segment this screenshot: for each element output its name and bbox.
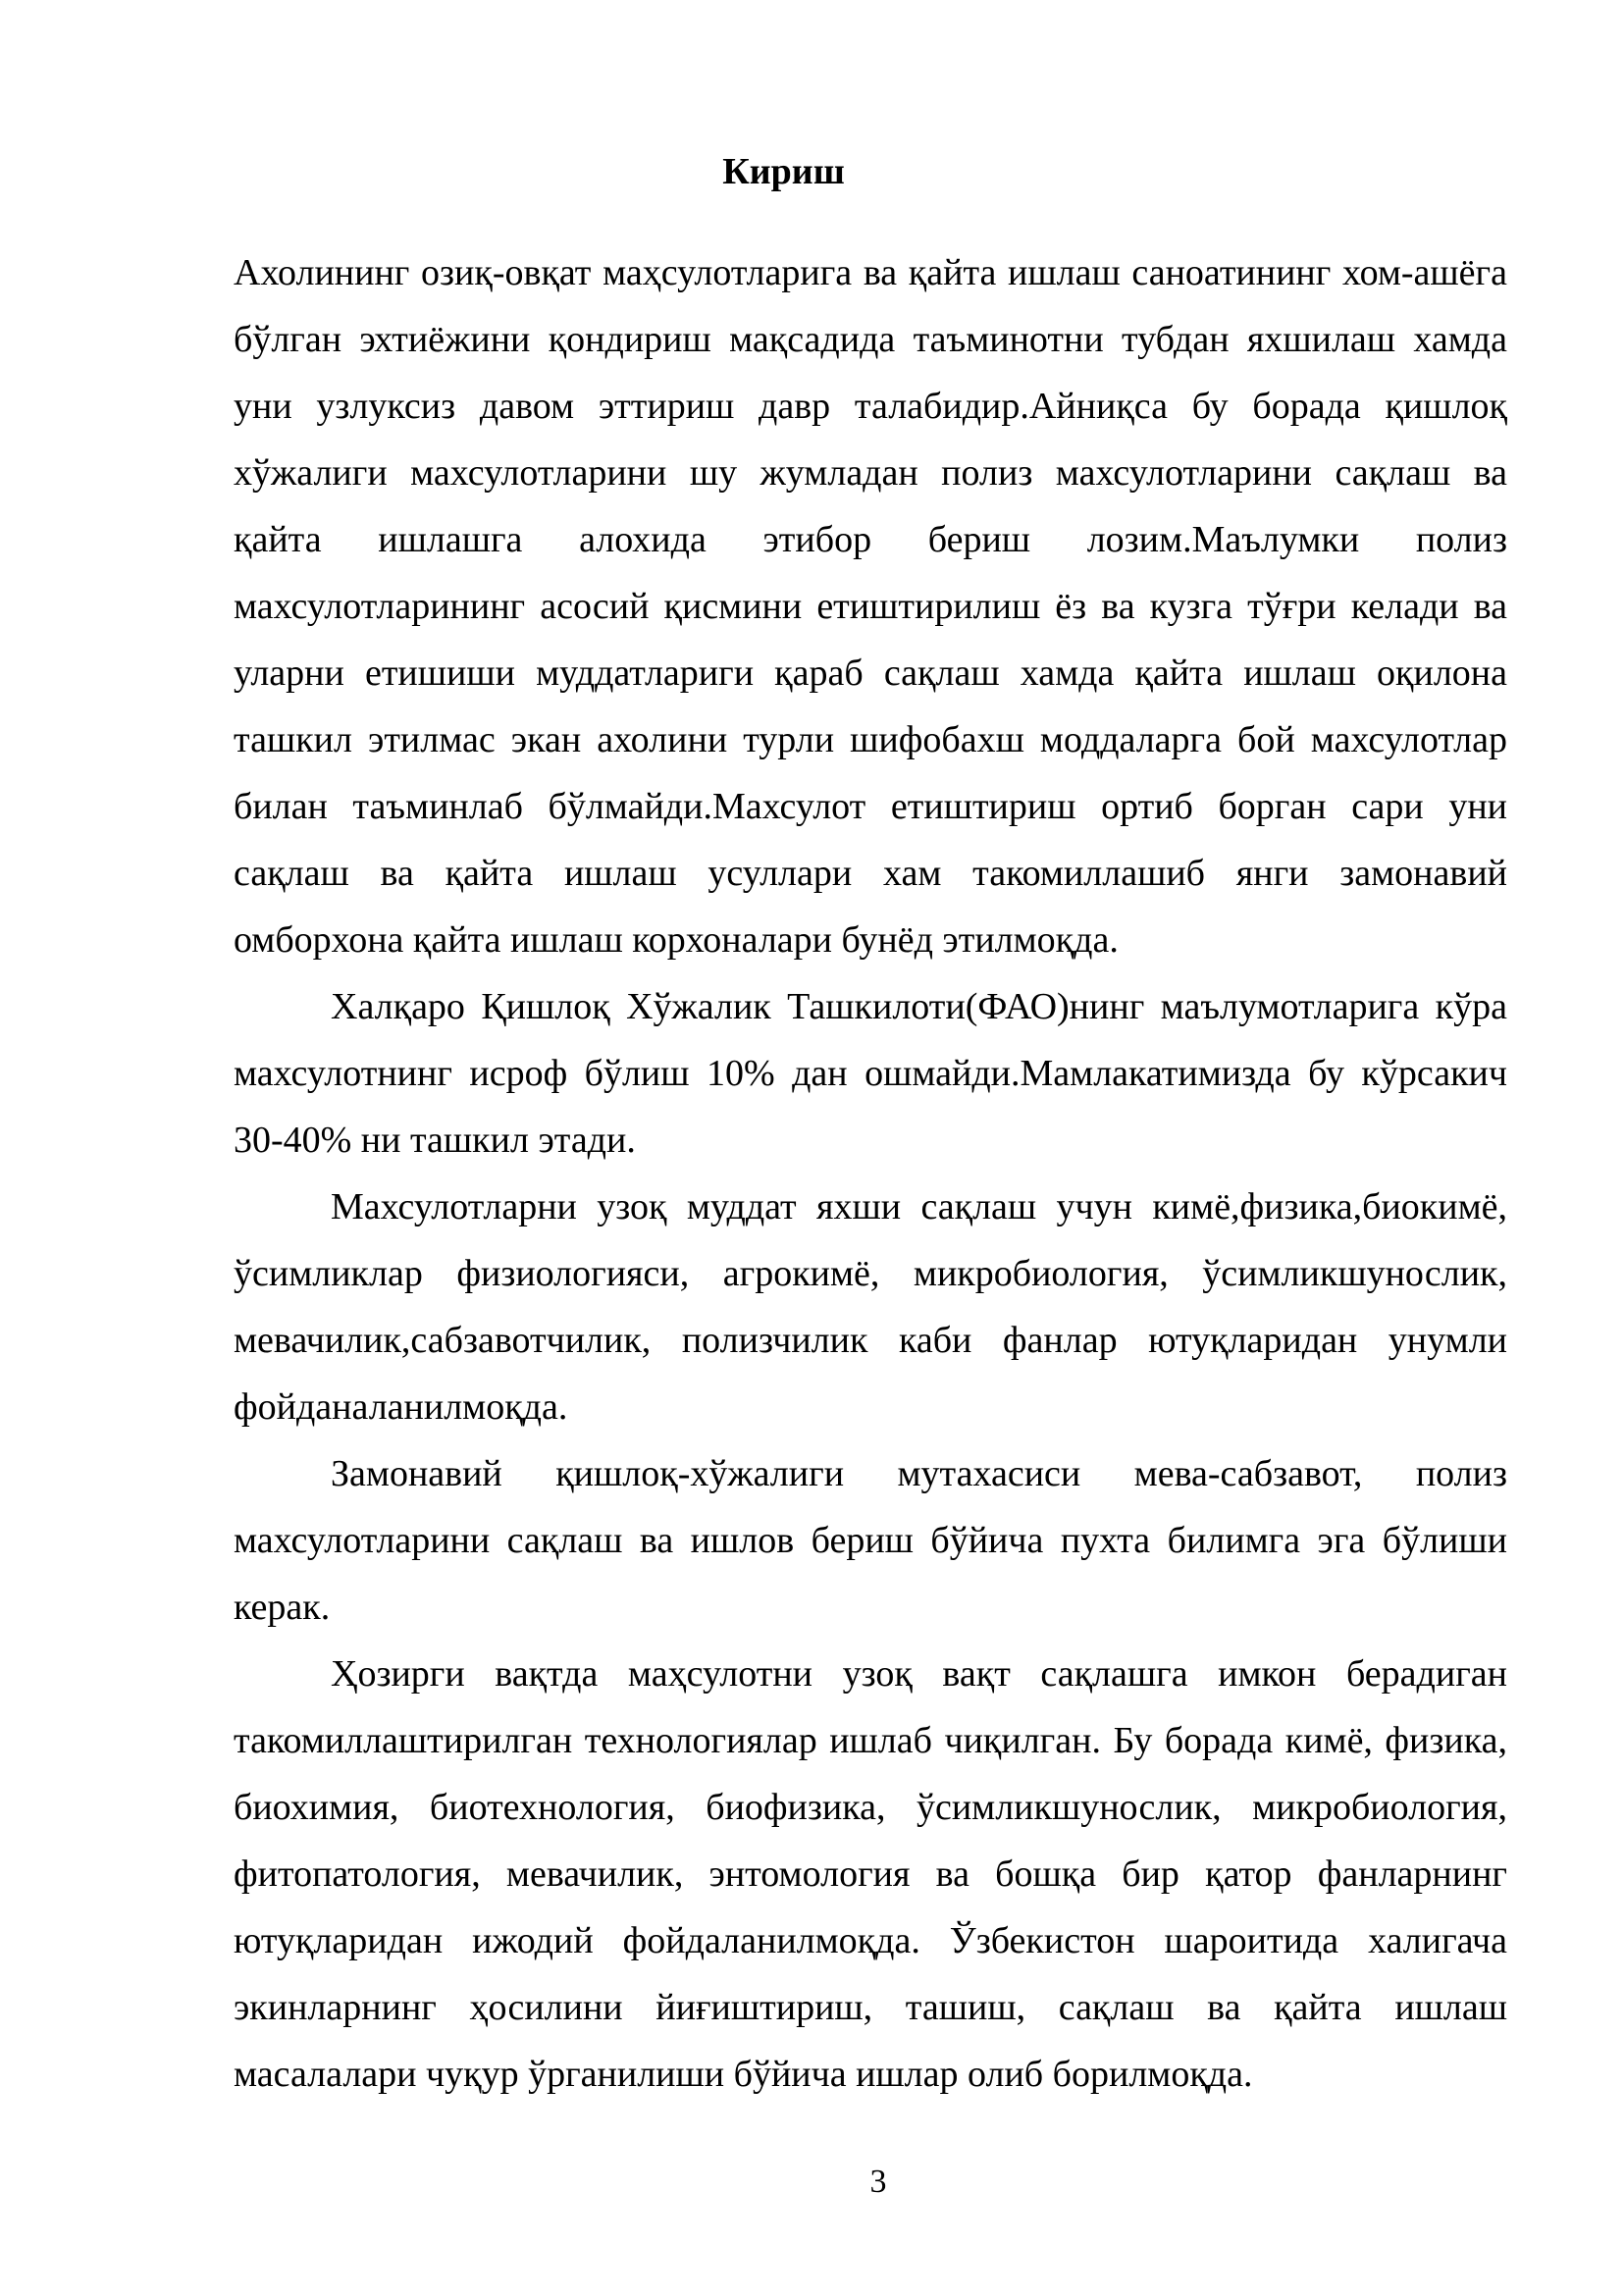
- paragraph-fao: Халқаро Қишлоқ Хўжалик Ташкилоти(ФАО)нинг маълумотларига кўра махсулотнинг исроф бўлиш 10% дан ошмайди.Мамлакатимизда бу кўрсакич 30-40% ни ташкил этади.: [234, 986, 1507, 1161]
- page-number: 3: [869, 2164, 887, 2200]
- page-title: Кириш: [722, 151, 845, 192]
- paragraph-specialist: Замонавий қишлоқ-хўжалиги мутахасиси мева-сабзавот, полиз махсулотларини сақлаш ва ишлов бериш бўйича пухта билимга эга бўлиши керак.: [234, 1453, 1507, 1628]
- paragraph-technologies: Ҳозирги вақтда маҳсулотни узоқ вақт сақлашга имкон берадиган такомиллаштирилган технологиялар ишлаб чиқилган. Бу борада кимё, физика, биохимия, биотехнология, биофизика, ўсимликшунослик, микробиология, фитопатология, мевачилик, энтомология ва бошқа бир қатор фанларнинг ютуқларидан ижодий фойдаланилмоқда. Ўзбекистон шароитида халигача экинларнинг ҳосилини йиғиштириш, ташиш, сақлаш ва қайта ишлаш масалалари чуқур ўрганилиши бўйича ишлар олиб борилмоқда.: [234, 1653, 1507, 2095]
- document-body: [234, 239, 1507, 2108]
- paragraph-intro: Ахолининг озиқ-овқат маҳсулотларига ва қайта ишлаш саноатининг хом-ашёга бўлган эхтиёжини қондириш мақсадида таъминотни тубдан яхшилаш хамда уни узлуксиз давом эттириш давр талабидир.Айниқса бу борада қишлоқ хўжалиги махсулотларини шу жумладан полиз махсулотларини сақлаш ва қайта ишлашга алохида этибор бериш лозим.Маълумки полиз махсулотларининг асосий қисмини етиштирилиш ёз ва кузга тўғри келади ва уларни етишиши муддатлариги қараб сақлаш хамда қайта ишлаш оқилона ташкил этилмас экан ахолини турли шифобахш моддаларга бой махсулотлар билан таъминлаб бўлмайди.Махсулот етиштириш ортиб борган сари уни сақлаш ва қайта ишлаш усуллари хам такомиллашиб янги замонавий омборхона қайта ишлаш корхоналари бунёд этилмоқда.: [234, 252, 1507, 961]
- paragraph-sciences: Махсулотларни узоқ муддат яхши сақлаш учун кимё,физика,биокимё, ўсимликлар физиологияси, агрокимё, микробиология, ўсимликшунослик, мевачилик,сабзавотчилик, полизчилик каби фанлар ютуқларидан унумли фойданаланилмоқда.: [234, 1186, 1507, 1428]
